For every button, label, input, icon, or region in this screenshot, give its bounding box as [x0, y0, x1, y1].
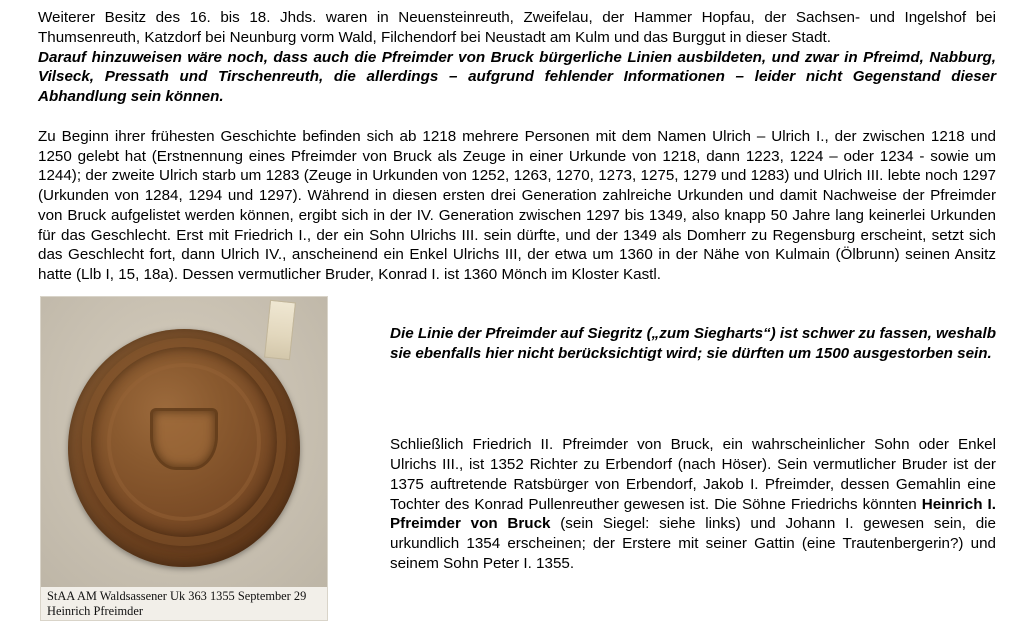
seal-image [41, 297, 327, 587]
paragraph-spacer [38, 107, 996, 127]
paragraph-5-tail: (sein Siegel: siehe links) und Johann I. gewesen sein, die urkundlich 1354 erscheinen; der Erstere mit seiner Gattin (eine Trautenbergerin?) und seinem Sohn Peter I. 1355. [390, 515, 996, 572]
paragraph-5-highlight-name: Heinrich I. Pfreimder von Bruck [390, 495, 996, 533]
paragraph-5-lead: Schließlich Friedrich II. Pfreimder von Bruck, ein wahrscheinlicher Sohn oder Enkel Ulrichs III., ist 1352 Richter zu Erbendorf (nach Höser). Sein vermutlicher Bruder ist der 1375 auftretende Ratsbürger von Erbendorf, Jakob I. Pfreimder, dessen Gemahlin eine Tochter des Konrad Pullenreuther gewesen ist. Die Söhne Friedrichs könnten [390, 436, 996, 513]
parchment-tab-icon [264, 300, 296, 360]
figure-and-text-region [38, 296, 996, 621]
paragraph-4-emphasis: Die Linie der Pfreimder auf Siegritz („zum Siegharts“) ist schwer zu fassen, weshalb sie ebenfalls hier nicht berücksichtigt wird; sie dürften um 1500 ausgestorben sein. [390, 324, 996, 362]
figure-caption-line-1: StAA AM Waldsassener Uk 363 1355 September 29 [47, 588, 307, 603]
paragraph-1: Weiterer Besitz des 16. bis 18. Jhds. waren in Neuensteinreuth, Zweifelau, der Hammer Hopfau, der Sachsen- und Ingelshof bei Thumsenreuth, Katzdorf bei Neunburg vorm Wald, Filchendorf bei Neustadt am Kulm und das Burggut in dieser Stadt. [38, 9, 996, 46]
paragraph-3: Zu Beginn ihrer frühesten Geschichte befinden sich ab 1218 mehrere Personen mit dem Namen Ulrich – Ulrich I., der zwischen 1218 und 1250 gelebt hat (Erstnennung eines Pfreimder von Bruck als Zeuge in einer Urkunde von 1218, dann 1223, 1224 – oder 1234 - sowie um 1244); der zweite Ulrich starb um 1283 (Zeuge in Urkunden von 1252, 1263, 1270, 1273, 1275, 1279 und 1283) und Ulrich III. lebte noch 1297 (Urkunden von 1284, 1294 und 1297). Während in diesen ersten drei Generation zahlreiche Urkunden und damit Nachweise der Pfreimder von Bruck aufgelistet werden können, ergibt sich in der IV. Generation zwischen 1297 bis 1349, also knapp 50 Jahre lang keinerlei Urkunden für das Geschlecht. Erst mit Friedrich I., der ein Sohn Ulrichs III. sein dürfte, und der 1349 als Domherr zu Regensburg erscheint, setzt sich das Geschlecht fort, dann Ulrich IV., anscheinend ein Enkel Ulrichs III, der etwa um 1360 in der Nähe von Kulmain (Ölbrunn) seinen Ansitz hatte (Llb I, 15, 18a). Dessen vermutlicher Bruder, Konrad I. ist 1360 Mönch im Kloster Kastl. [38, 127, 996, 283]
paragraph-5 [390, 435, 996, 573]
text-column [368, 296, 996, 574]
figure-caption [41, 587, 327, 620]
figure-column [38, 296, 368, 621]
paragraph-2-emphasis: Darauf hinzuweisen wäre noch, dass auch die Pfreimder von Bruck bürgerliche Linien ausbildeten, und zwar in Pfreimd, Nabburg, Vilseck, Pressath und Tirschenreuth, die allerdings – aufgrund fehlender Informationen – leider nicht Gegenstand dieser Abhandlung sein können. [38, 48, 996, 105]
seal-shield-icon [150, 408, 218, 470]
seal-figure [40, 296, 328, 621]
figure-caption-line-2: Heinrich Pfreimder [47, 604, 143, 619]
